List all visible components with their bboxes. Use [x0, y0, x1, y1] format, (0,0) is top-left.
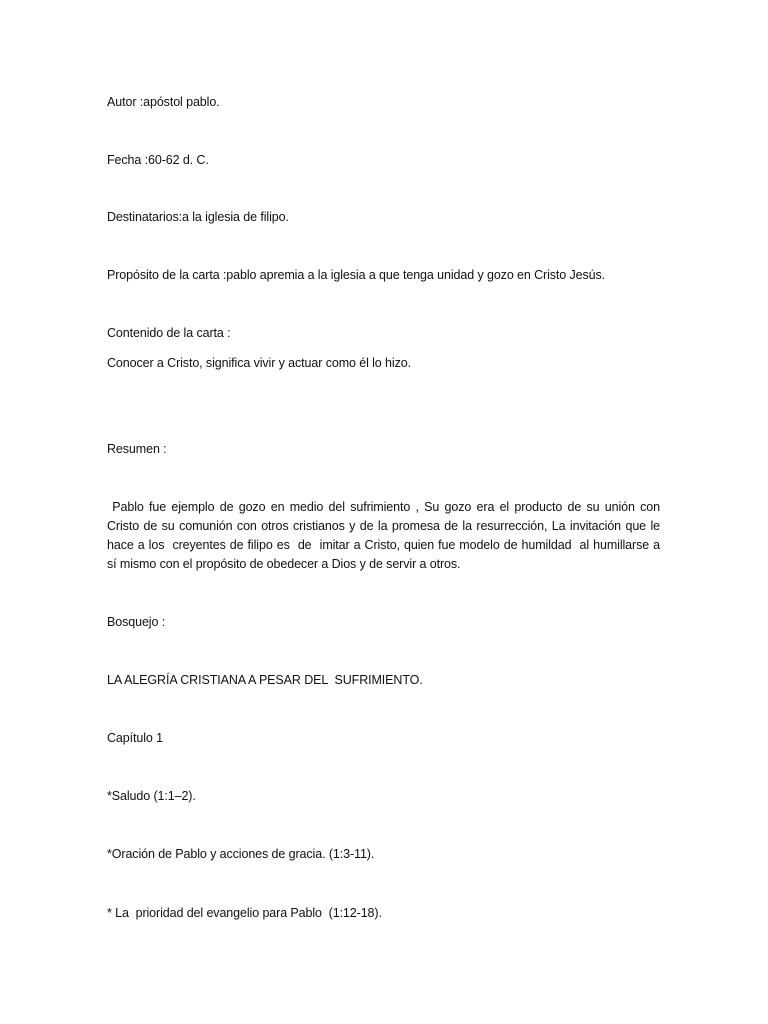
summary-line: Pablo fue ejemplo de gozo en medio del sufrimiento , Su gozo era el producto de su unión con: [107, 500, 660, 514]
date-line: Fecha :60-62 d. C.: [107, 153, 209, 167]
summary-heading: Resumen :: [107, 442, 167, 456]
outline-item: *Oración de Pablo y acciones de gracia. (1:3-11).: [107, 847, 375, 861]
outline-title: LA ALEGRÍA CRISTIANA A PESAR DEL SUFRIMIENTO.: [107, 673, 423, 687]
content-heading: Contenido de la carta :: [107, 326, 231, 340]
outline-item: *Saludo (1:1–2).: [107, 789, 196, 803]
summary-paragraph: [107, 498, 660, 574]
author-line: Autor :apóstol pablo.: [107, 95, 220, 109]
purpose-line: Propósito de la carta :pablo apremia a la iglesia a que tenga unidad y gozo en Cristo Jesús.: [107, 268, 606, 282]
chapter-heading: Capítulo 1: [107, 731, 163, 745]
content-text: Conocer a Cristo, significa vivir y actuar como él lo hizo.: [107, 356, 411, 370]
recipients-line: Destinatarios:a la iglesia de filipo.: [107, 210, 289, 224]
outline-item: * La prioridad del evangelio para Pablo (1:12-18).: [107, 906, 382, 920]
summary-line: sí mismo con el propósito de obedecer a Dios y de servir a otros.: [107, 557, 461, 571]
outline-heading: Bosquejo :: [107, 615, 166, 629]
summary-line: Cristo de su comunión con otros cristianos y de la promesa de la resurrección, La invitación que le: [107, 519, 660, 533]
summary-line: hace a los creyentes de filipo es de imitar a Cristo, quien fue modelo de humildad al humillarse a: [107, 538, 660, 552]
